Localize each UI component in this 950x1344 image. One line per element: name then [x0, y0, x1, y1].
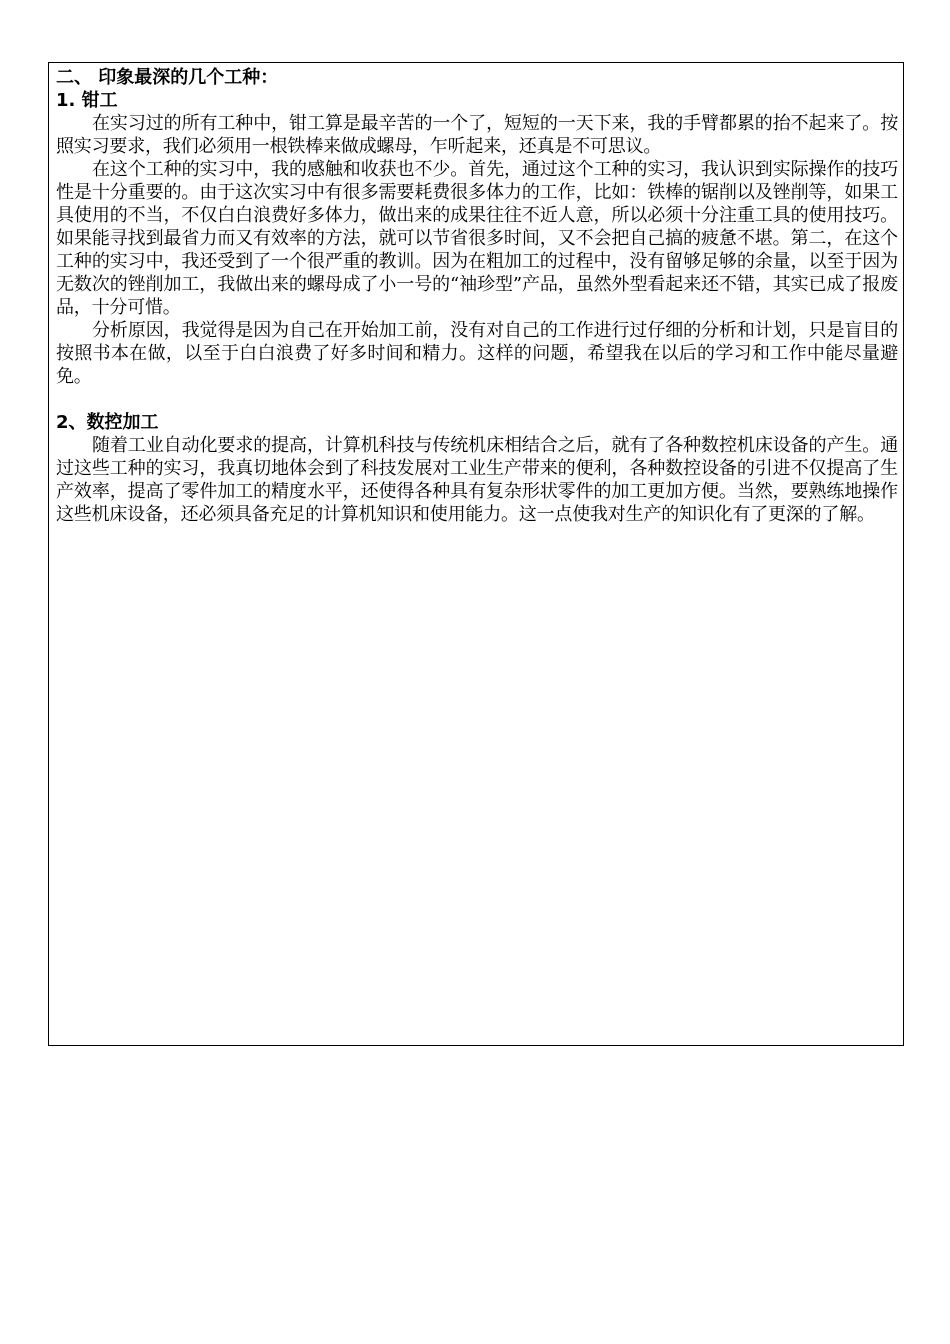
paragraph: 分析原因，我觉得是因为自己在开始加工前，没有对自己的工作进行过仔细的分析和计划，只是盲目的按照书本在做，以至于白白浪费了好多时间和精力。这样的问题，希望我在以后的学习和工作中能尽量避免。 — [56, 320, 898, 387]
subsection-heading: 1. 钳工 — [56, 90, 118, 111]
subsection-cnc — [56, 411, 898, 526]
subsection-fitter — [56, 89, 898, 388]
spacer — [56, 388, 898, 411]
paragraph: 随着工业自动化要求的提高，计算机科技与传统机床相结合之后，就有了各种数控机床设备的产生。通过这些工种的实习，我真切地体会到了科技发展对工业生产带来的便利，各种数控设备的引进不仅提高了生产效率，提高了零件加工的精度水平，还使得各种具有复杂形状零件的加工更加方便。当然，要熟练地操作这些机床设备，还必须具备充足的计算机知识和使用能力。这一点使我对生产的知识化有了更深的了解。 — [56, 435, 898, 525]
paragraph: 在这个工种的实习中，我的感触和收获也不少。首先，通过这个工种的实习，我认识到实际操作的技巧性是十分重要的。由于这次实习中有很多需要耗费很多体力的工作，比如：铁棒的锯削以及锉削等，如果工具使用的不当，不仅白白浪费好多体力，做出来的成果往往不近人意，所以必须十分注重工具的使用技巧。如果能寻找到最省力而又有效率的方法，就可以节省很多时间，又不会把自己搞的疲惫不堪。第二，在这个工种的实习中，我还受到了一个很严重的教训。因为在粗加工的过程中，没有留够足够的余量，以至于因为无数次的锉削加工，我做出来的螺母成了小一号的“袖珍型”产品，虽然外型看起来还不错，其实已成了报废品，十分可惜。 — [56, 159, 898, 318]
paragraph: 在实习过的所有工种中，钳工算是最辛苦的一个了，短短的一天下来，我的手臂都累的抬不起来了。按照实习要求，我们必须用一根铁棒来做成螺母，乍听起来，还真是不可思议。 — [56, 113, 898, 157]
section-title: 二、 印象最深的几个工种： — [56, 67, 279, 88]
subsection-heading: 2、数控加工 — [56, 412, 159, 433]
document-body — [56, 66, 898, 526]
